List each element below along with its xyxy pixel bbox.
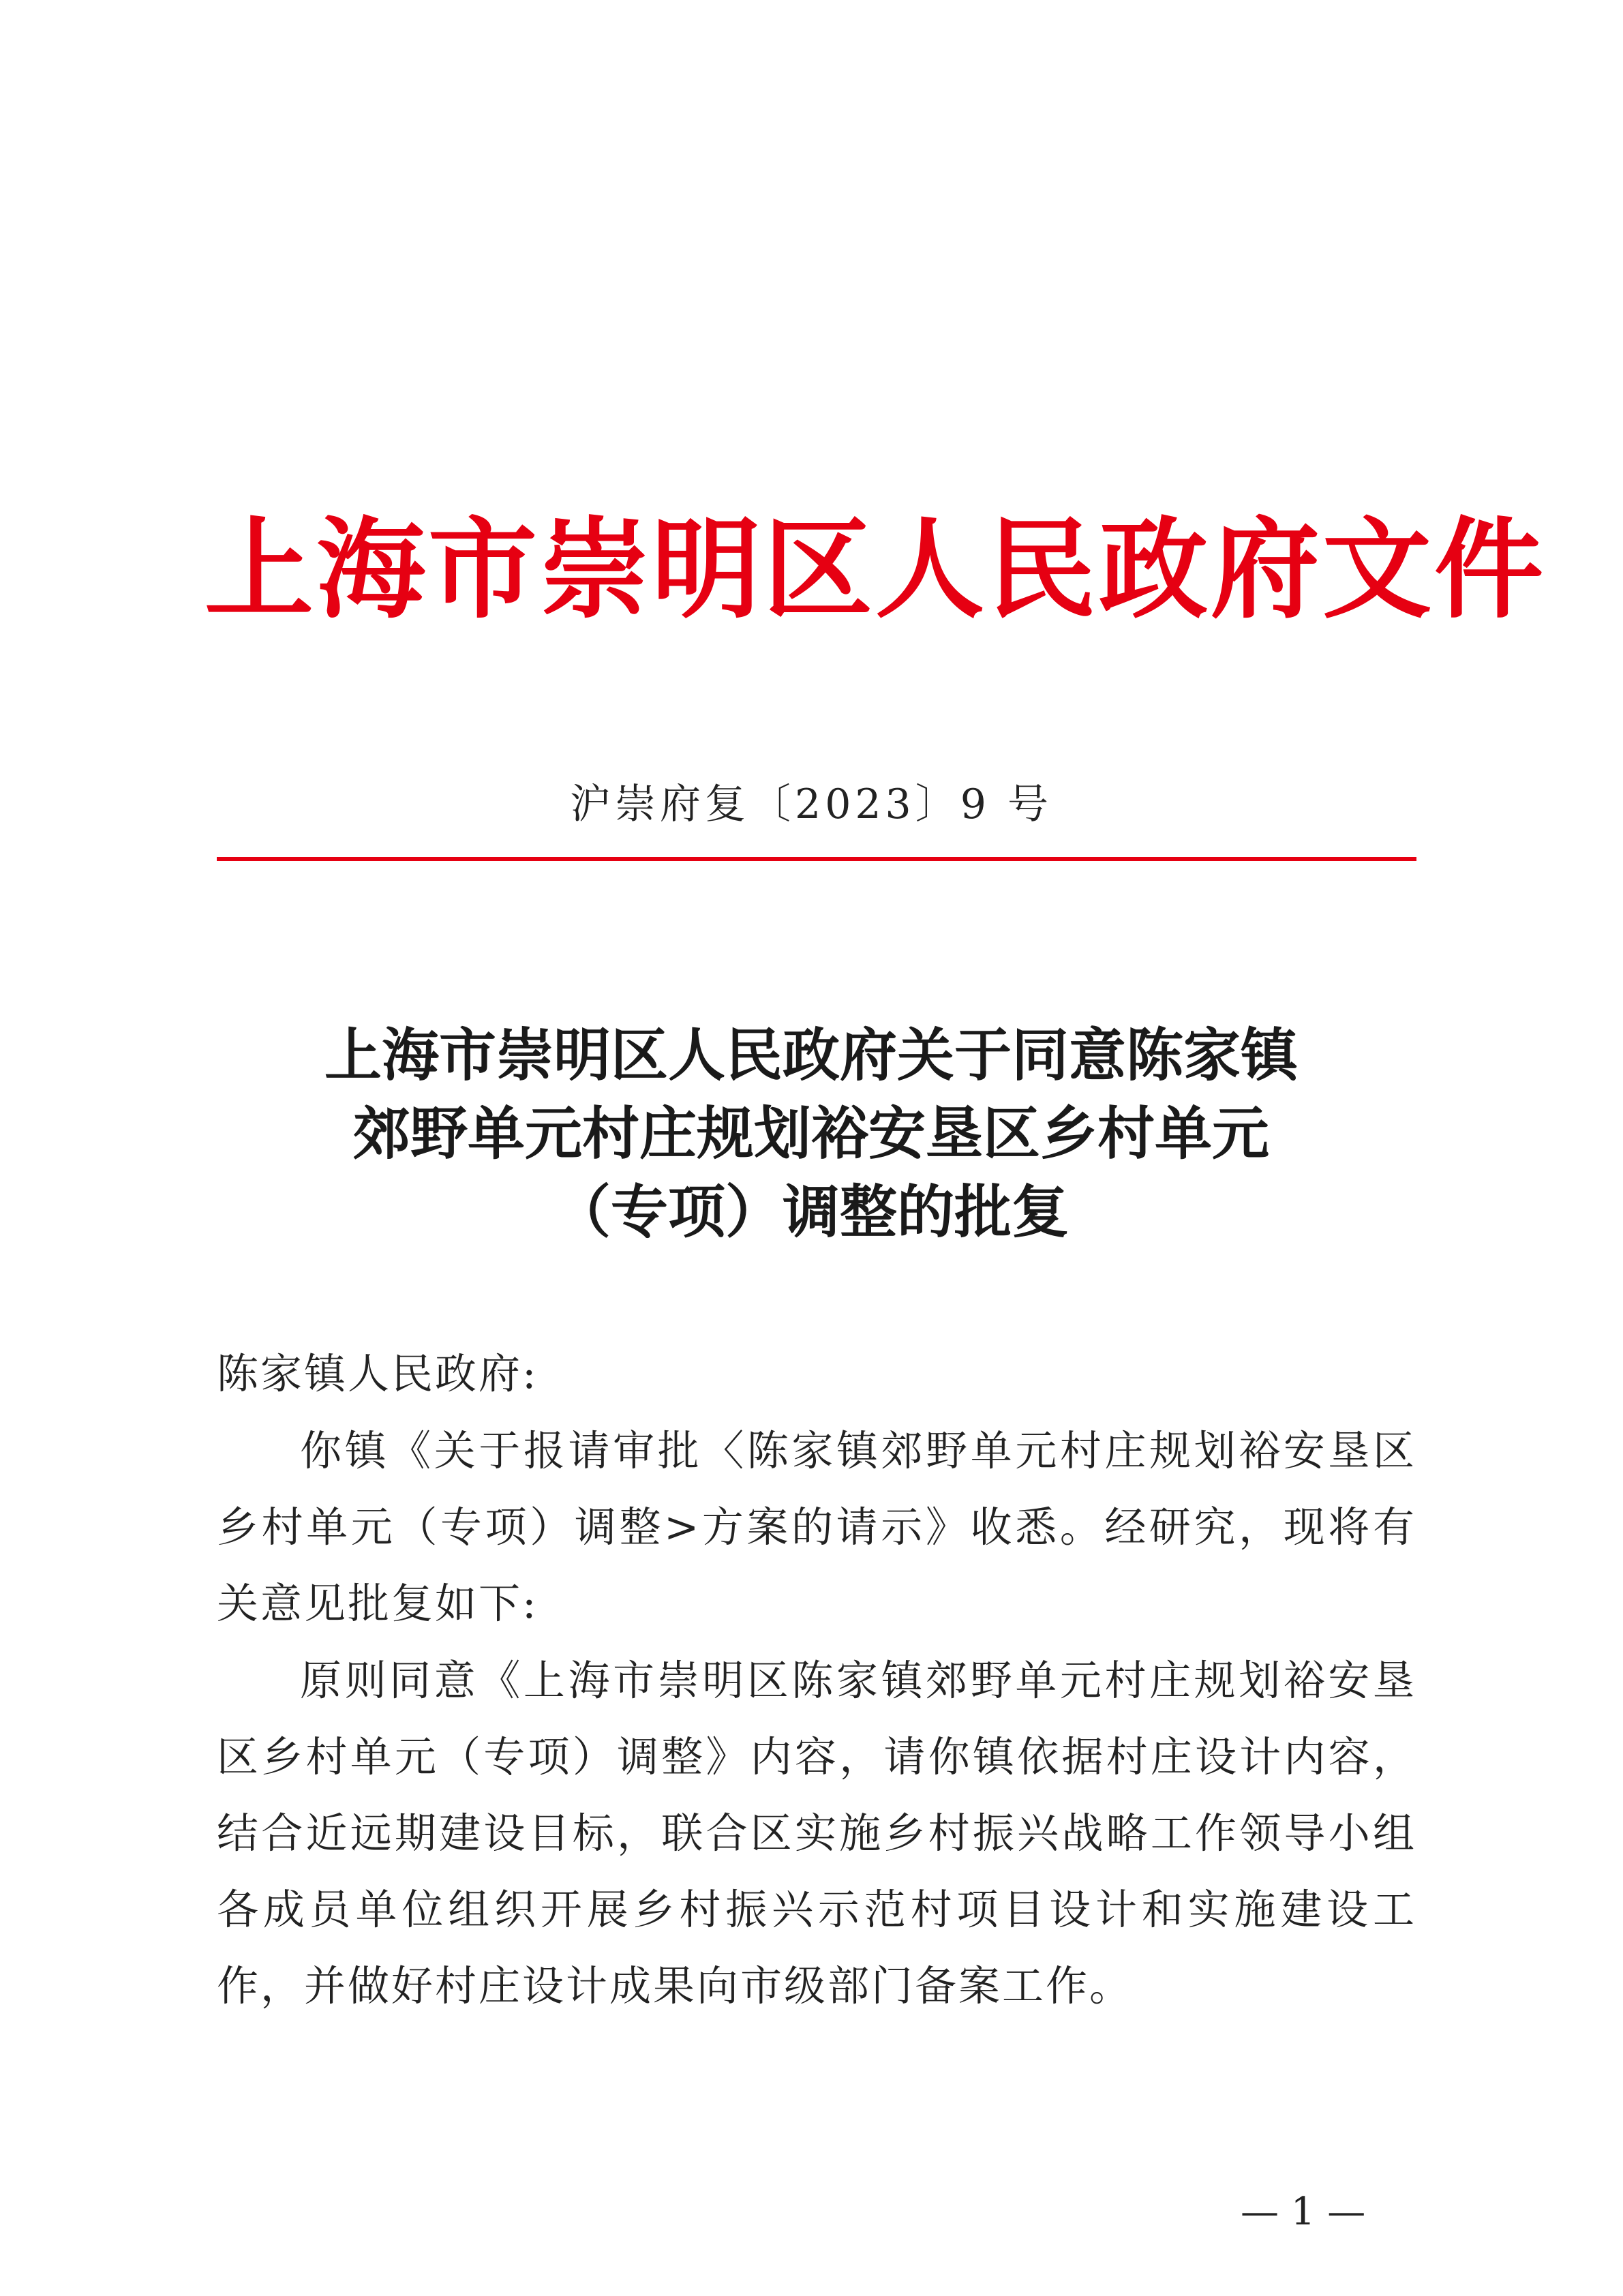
title-line: 郊野单元村庄规划裕安垦区乡村单元	[352, 1100, 1269, 1167]
salutation: 陈家镇人民政府:	[217, 1350, 539, 1398]
document-masthead: 上海市崇明区人民政府文件	[204, 505, 1547, 633]
document-number: 沪崇府复〔2023〕9 号	[570, 781, 1052, 828]
body-paragraph: 你镇《关于报请审批〈陈家镇郊野单元村庄规划裕安垦区乡村单元（专项）调整>方案的请示》收悉。经研究，现将有关意见批复如下:	[217, 1427, 1416, 1628]
page-number: — 1 —	[1241, 2190, 1366, 2234]
body-paragraph: 原则同意《上海市崇明区陈家镇郊野单元村庄规划裕安垦区乡村单元（专项）调整》内容，请你镇依据村庄设计内容，结合近远期建设目标，联合区实施乡村振兴战略工作领导小组各成员单位组织开展乡村振兴示范村项目设计和实施建设工作，并做好村庄设计成果向市级部门备案工作。	[217, 1657, 1416, 2010]
title-line: （专项）调整的批复	[553, 1178, 1069, 1245]
title-line: 上海市崇明区人民政府关于同意陈家镇	[324, 1021, 1298, 1089]
red-separator-rule	[217, 857, 1416, 861]
document-title	[204, 1016, 1418, 1251]
